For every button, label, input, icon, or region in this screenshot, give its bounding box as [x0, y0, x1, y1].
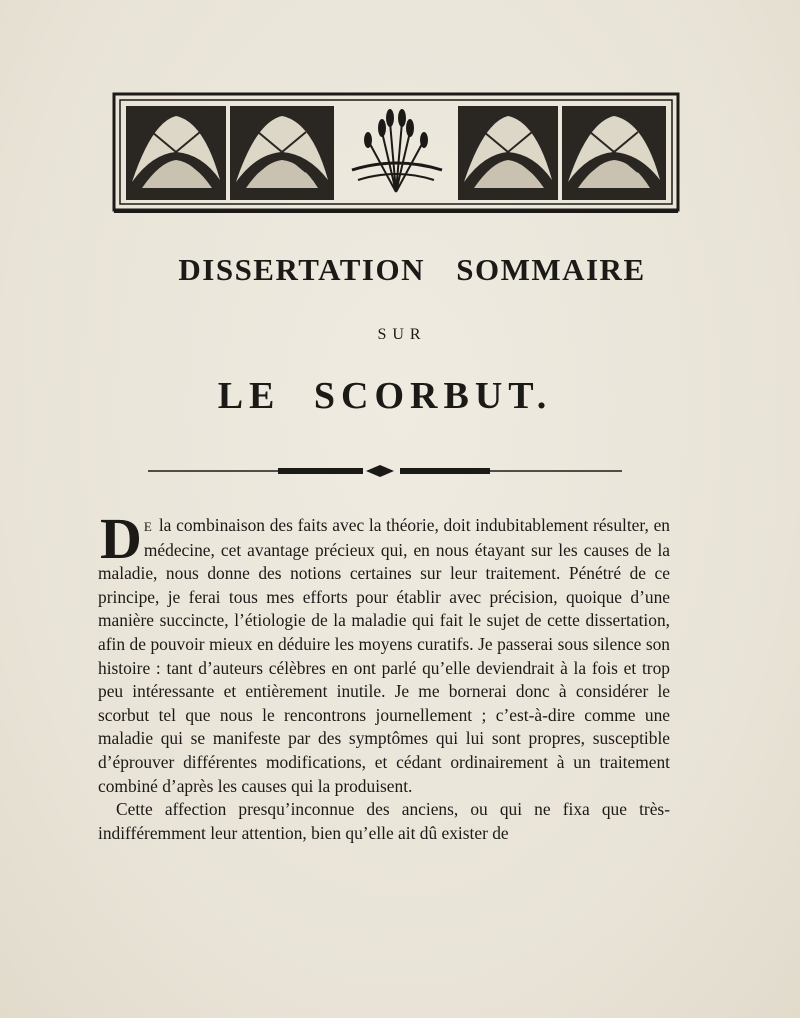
- paragraph-1: [98, 506, 670, 798]
- ornamental-headpiece: [112, 92, 680, 214]
- acanthus-panel-left: [126, 106, 334, 200]
- title-line-1: DISSERTATION SOMMAIRE: [178, 252, 646, 287]
- ornamental-rule: [148, 463, 622, 479]
- title-line-2: SUR: [377, 326, 427, 343]
- paragraph-2: Cette affection presqu’inconnue des anciens, ou qui ne fixa que très-indifféremment leur attention, bien qu’elle ait dû exister de: [98, 799, 670, 843]
- drop-cap-rest: E: [143, 519, 153, 534]
- drop-cap: D: [100, 506, 142, 571]
- body-text: [98, 506, 670, 845]
- acanthus-panel-right: [458, 106, 666, 200]
- title-line-3: LE SCORBUT.: [217, 375, 553, 417]
- paragraph-1-text: la combinaison des faits avec la théorie, doit indubitablement résulter, en médecine, cet avantage précieux qui, en nous étayant sur les causes de la maladie, nous donne des notions certaines sur leur traitement. Pénétré de ce principe, je ferai tous mes efforts pour établir avec précision, quoique d’une manière succincte, l’étiologie de la maladie qui fait le sujet de cette dissertation, afin de pouvoir mieux en déduire les moyens curatifs. Je passerai sous silence son histoire : tant d’auteurs célèbres en ont parlé qu’elle deviendrait à la fois et trop peu intéressante et entièrement inutile. Je me bornerai donc à considérer le scorbut tel que nous le rencontrons journellement ; c’est-à-dire comme une maladie qui se manifeste par des symptômes qui lui sont propres, susceptible d’éprouver différentes modifications, et cédant ordinairement à un traitement combiné d’après les causes qui la produisent.: [98, 515, 670, 796]
- wheat-sheaf-icon: [352, 109, 442, 192]
